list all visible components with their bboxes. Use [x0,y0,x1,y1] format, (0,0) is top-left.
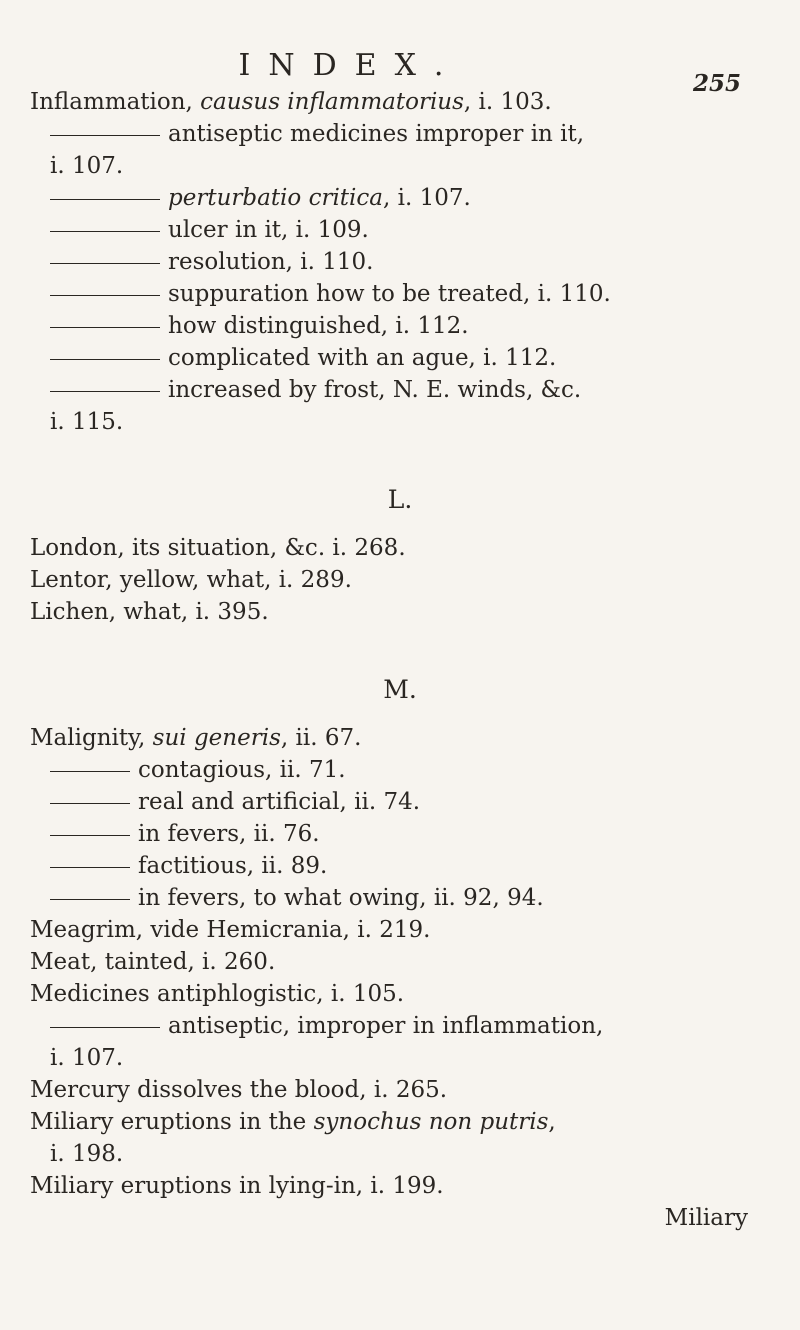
index-entry [30,214,770,246]
index-entry [30,882,770,914]
index-entry [30,754,770,786]
ditto-dash [50,771,130,772]
entry-reference: , i. 103. [463,89,552,115]
catchword: Miliary [664,1205,748,1231]
index-entry [30,1074,770,1106]
index-entry [30,374,770,406]
index-entry-continuation [30,1138,770,1170]
index-entry [30,722,770,754]
index-entries [30,86,770,1234]
ditto-dash [50,867,130,868]
entry-reference: , i. 107. [383,185,471,211]
entry-text: Mercury dissolves the blood, i. 265. [30,1077,448,1103]
ditto-dash [50,231,160,232]
entry-text: i. 198. [50,1141,124,1167]
entry-text: suppuration how to be treated, i. 110. [168,281,611,307]
entry-text: Medicines antiphlogistic, i. 105. [30,981,405,1007]
entry-text: i. 107. [50,153,124,179]
index-entry [30,850,770,882]
entry-text: contagious, ii. 71. [138,757,346,783]
entries-l [30,532,770,628]
index-entry [30,818,770,850]
index-entry [30,118,770,150]
ditto-dash [50,135,160,136]
index-entry [30,246,770,278]
index-entry [30,786,770,818]
entry-italic-term: causus inflammatorius [200,89,464,115]
entry-text: Lentor, yellow, what, i. 289. [30,567,352,593]
index-entry [30,310,770,342]
entry-text: Miliary eruptions in lying-in, i. 199. [30,1173,444,1199]
entry-text: Malignity, [30,725,153,751]
entry-text: increased by frost, N. E. winds, &c. [168,377,582,403]
ditto-dash [50,899,130,900]
index-entry [30,1106,770,1138]
index-entry [30,1010,770,1042]
entry-text: Lichen, what, i. 395. [30,599,269,625]
index-entry [30,1170,770,1202]
entry-italic-term: perturbatio critica [168,185,383,211]
entry-italic-term: synochus non putris [313,1109,549,1135]
entry-text: resolution, i. 110. [168,249,374,275]
index-entry [30,532,770,564]
index-entry-continuation [30,406,770,438]
page-number: 255 [693,70,742,97]
ditto-dash [50,1027,160,1028]
entry-text: real and artificial, ii. 74. [138,789,421,815]
entry-text: i. 107. [50,1045,124,1071]
ditto-dash [50,835,130,836]
index-entry [30,946,770,978]
entry-reference: , [548,1109,556,1135]
entry-text: in fevers, ii. 76. [138,821,320,847]
index-entry [30,978,770,1010]
entry-text: London, its situation, &c. i. 268. [30,535,406,561]
entries-m [30,722,770,1202]
ditto-dash [50,327,160,328]
entry-text: Meagrim, vide Hemicrania, i. 219. [30,917,431,943]
entry-italic-term: sui generis [152,725,281,751]
entry-text: antiseptic, improper in inflammation, [168,1013,604,1039]
entry-text: factitious, ii. 89. [138,853,328,879]
entry-text: i. 115. [50,409,124,435]
section-letter-l: L. [387,485,413,514]
index-entry-continuation [30,150,770,182]
ditto-dash [50,199,160,200]
ditto-dash [50,391,160,392]
entry-text: Inflammation, [30,89,201,115]
index-entry-continuation [30,1042,770,1074]
ditto-dash [50,295,160,296]
entries-inflammation [30,86,770,438]
running-head: INDEX. [238,48,462,83]
entry-text: how distinguished, i. 112. [168,313,469,339]
entry-text: antiseptic medicines improper in it, [168,121,585,147]
index-entry [30,278,770,310]
ditto-dash [50,803,130,804]
section-letter-m: M. [383,675,417,704]
index-entry [30,564,770,596]
index-entry [30,596,770,628]
entry-text: Meat, tainted, i. 260. [30,949,276,975]
entry-reference: , ii. 67. [280,725,362,751]
index-entry [30,182,770,214]
entry-text: in fevers, to what owing, ii. 92, 94. [138,885,544,911]
entry-text: Miliary eruptions in the [30,1109,314,1135]
entry-text: ulcer in it, i. 109. [168,217,369,243]
ditto-dash [50,359,160,360]
entry-text: complicated with an ague, i. 112. [168,345,557,371]
index-entry [30,86,770,118]
index-entry [30,914,770,946]
ditto-dash [50,263,160,264]
index-entry [30,342,770,374]
